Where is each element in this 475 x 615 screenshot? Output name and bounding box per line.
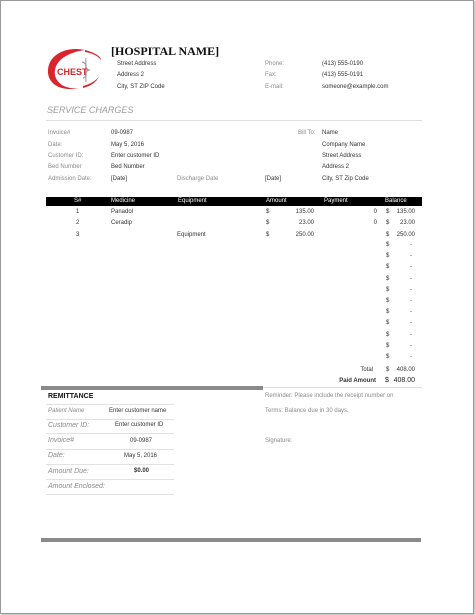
empty-row-3-symbol: $ [386, 264, 390, 270]
empty-row-4-symbol: $ [386, 276, 390, 282]
table-row-1-balance: 135.00 [396, 209, 415, 215]
table-row-3-balance: 250.00 [396, 232, 415, 238]
table-row-1-balance-symbol: $ [386, 209, 390, 215]
signature-label: Signature: [265, 438, 293, 444]
table-row-1-medicine: Panadol [111, 209, 134, 215]
phone-label: Phone: [265, 61, 285, 67]
remittance-line-1 [46, 419, 174, 420]
discharge-date-label: Discharge Date [177, 176, 219, 182]
bill-to-name: Name [322, 130, 339, 136]
empty-row-9-value: - [410, 332, 412, 338]
invoice-value: 09-0987 [111, 130, 134, 136]
empty-row-5-symbol: $ [386, 287, 390, 293]
table-row-1-sn: 1 [76, 209, 80, 215]
reminder-text: Reminder: Please include the receipt number on [265, 393, 394, 399]
invoice-label: Invoice# [48, 130, 71, 136]
hospital-logo [45, 46, 103, 92]
empty-row-10-value: - [410, 343, 412, 349]
remittance-line-5 [46, 479, 174, 480]
remittance-line-2 [46, 433, 174, 434]
table-row-1-amount: 135.00 [295, 209, 314, 215]
remittance-invoice-label: Invoice# [48, 437, 75, 444]
bed-number-label: Bed Number [48, 164, 82, 170]
empty-row-3-value: - [410, 264, 412, 270]
fax-value: (413) 555-0191 [322, 72, 364, 78]
table-row-2-amount-symbol: $ [266, 220, 270, 226]
table-row-3-sn: 3 [76, 232, 80, 238]
table-row-2-balance: 23.00 [399, 220, 415, 226]
remittance-date-label: Date: [48, 452, 65, 459]
table-row-2-medicine: Ceradip [111, 220, 133, 226]
table-row-2-amount: 23.00 [298, 220, 314, 226]
remittance-invoice-value: 09-0987 [130, 438, 153, 444]
date-value: May 5, 2016 [111, 142, 145, 148]
amount-enclosed-label: Amount Enclosed: [48, 483, 105, 490]
email-label: E-mail: [265, 84, 284, 90]
col-balance: Balance [385, 198, 407, 204]
empty-row-6-symbol: $ [386, 298, 390, 304]
remittance-line-6 [46, 494, 174, 495]
col-medicine: Medicine [111, 198, 136, 204]
phone-value: (413) 555-0190 [322, 61, 364, 67]
col-amount: Amount [266, 198, 287, 204]
customer-id-value: Enter customer ID [111, 153, 160, 159]
remittance-customer-id-value: Enter customer ID [115, 422, 164, 428]
amount-due-value: $0.00 [134, 468, 150, 474]
empty-row-8-value: - [410, 320, 412, 326]
empty-row-8-symbol: $ [386, 320, 390, 326]
bill-to-company: Company Name [322, 142, 366, 148]
charges-table-header [46, 197, 422, 206]
admission-date-value: [Date] [111, 176, 128, 182]
patient-name-value: Enter customer name [109, 408, 167, 414]
bed-number-value: Bed Number [111, 164, 145, 170]
section-title: SERVICE CHARGES [47, 105, 134, 115]
remittance-title: REMITTANCE [48, 393, 94, 400]
bill-to-city: City, ST Zip Code [322, 176, 369, 182]
admission-date-label: Admission Date: [48, 176, 92, 182]
paid-amount-symbol: $ [385, 377, 389, 384]
hospital-name: [HOSPITAL NAME] [111, 44, 220, 58]
remittance-customer-id-label: Customer ID: [48, 422, 90, 429]
empty-row-2-symbol: $ [386, 253, 390, 259]
email-value: someone@example.com [322, 84, 389, 90]
remittance-line-0 [46, 404, 174, 405]
logo-text: CHEST [57, 67, 88, 77]
address-2: Address 2 [117, 72, 145, 78]
total-value: 408.00 [396, 367, 415, 373]
discharge-date-value: [Date] [265, 176, 282, 182]
section-divider [46, 120, 422, 121]
paid-amount-value: 408.00 [393, 377, 415, 384]
date-label: Date: [48, 142, 63, 148]
remittance-line-3 [46, 449, 174, 450]
empty-row-11-value: - [410, 354, 412, 360]
empty-row-11-symbol: $ [386, 354, 390, 360]
remittance-divider-right [263, 387, 422, 388]
total-symbol: $ [386, 367, 390, 373]
remittance-line-4 [46, 464, 174, 465]
bill-to-label: Bill To: [298, 130, 316, 136]
amount-due-label: Amount Due: [48, 468, 89, 475]
total-label: Total [360, 367, 373, 373]
table-row-3-equipment: Equipment [177, 232, 206, 238]
table-row-3-balance-symbol: $ [386, 232, 390, 238]
empty-row-5-value: - [410, 287, 412, 293]
table-row-2-sn: 2 [76, 220, 80, 226]
table-row-3-amount-symbol: $ [266, 232, 270, 238]
bill-to-address2: Address 2 [322, 164, 350, 170]
terms-text: Terms: Balance due in 30 days. [265, 408, 349, 414]
table-row-3-amount: 250.00 [295, 232, 314, 238]
table-row-1-payment: 0 [373, 209, 377, 215]
remittance-date-value: May 5, 2016 [124, 453, 158, 459]
empty-row-10-symbol: $ [386, 343, 390, 349]
empty-row-7-symbol: $ [386, 309, 390, 315]
table-row-2-balance-symbol: $ [386, 220, 390, 226]
table-row-2-payment: 0 [373, 220, 377, 226]
empty-row-4-value: - [410, 276, 412, 282]
table-row-1-amount-symbol: $ [266, 209, 270, 215]
bottom-divider [41, 538, 421, 542]
street-address: Street Address [117, 61, 157, 67]
col-payment: Payment [324, 198, 348, 204]
col-sn: S# [74, 198, 82, 204]
empty-row-2-value: - [410, 253, 412, 259]
remittance-divider-left [41, 386, 263, 390]
empty-row-1-value: - [410, 242, 412, 248]
empty-row-7-value: - [410, 309, 412, 315]
customer-id-label: Customer ID: [48, 153, 84, 159]
fax-label: Fax: [265, 72, 277, 78]
col-equipment: Equipment [178, 198, 207, 204]
patient-name-label: Patient Name [48, 408, 85, 414]
city-state-zip: City, ST ZIP Code [117, 84, 165, 90]
empty-row-9-symbol: $ [386, 332, 390, 338]
empty-row-6-value: - [410, 298, 412, 304]
bill-to-street: Street Address [322, 153, 362, 159]
paid-amount-label: Paid Amount [339, 378, 376, 384]
empty-row-1-symbol: $ [386, 242, 390, 248]
